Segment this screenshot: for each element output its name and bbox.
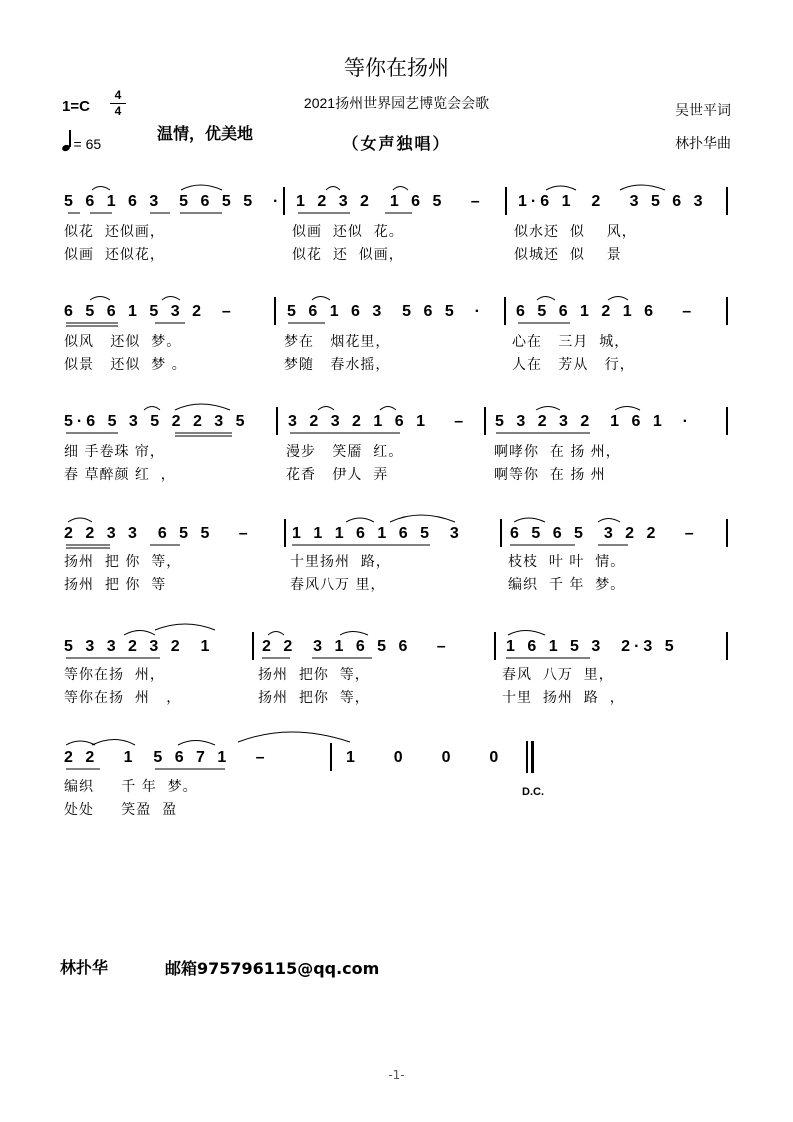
lyric-line-1: 似花 还似画， <box>64 224 165 240</box>
lyric-line-2: 人在 芳从 行， <box>512 357 635 373</box>
lyric-line-2: 春 草醉颜 红 ， <box>64 467 176 483</box>
lyric-line-2: 扬州 把你 等， <box>258 690 370 706</box>
lyric-line-2: 似城还 似 景 <box>514 247 622 263</box>
measure-notes: 2 2 3 1 6 5 6 – <box>262 638 450 655</box>
slur <box>92 187 110 191</box>
measure-notes: 1 1 1 6 1 6 5 3 <box>292 525 463 542</box>
lyric-line-1: 似风 还似 梦。 <box>64 334 182 350</box>
song-title: 等你在扬州 <box>344 56 449 80</box>
lyric-line-1: 似画 还似 花。 <box>292 224 404 240</box>
slur <box>124 631 155 636</box>
measure-notes: 1 6 1 5 3 2·3 5 <box>506 638 678 655</box>
lyric-line-2: 似景 还似 梦 。 <box>64 357 187 373</box>
slur <box>514 518 545 522</box>
measure-notes: 1 0 0 0 <box>346 749 509 766</box>
lyric-line-1: 心在 三月 城， <box>512 334 630 350</box>
slur <box>178 741 215 746</box>
slur <box>598 519 620 523</box>
slur <box>312 297 330 301</box>
song-subtitle: 2021扬州世界园艺博览会会歌 <box>303 95 490 111</box>
expression-marking: 温情，优美地 <box>157 124 254 143</box>
lyric-line-2: 似画 还似花， <box>64 247 165 263</box>
slur <box>181 185 222 190</box>
measure-notes: 2 2 3 3 6 5 5 – <box>64 525 252 542</box>
lyric-line-2: 啊等你 在 扬 州 <box>494 467 606 483</box>
measure-notes: 2 2 1 5 6 7 1 – <box>64 749 269 766</box>
da-capo-marking: D.C. <box>522 786 544 798</box>
composer-credit: 林扑华曲 <box>675 136 731 152</box>
slur <box>390 515 455 522</box>
lyric-line-1: 扬州 把你 等， <box>258 667 370 683</box>
lyric-line-1: 等你在扬 州， <box>64 667 165 683</box>
time-signature-top: 4 <box>114 88 122 102</box>
slur <box>537 297 555 301</box>
measure-notes: 5 6 1 6 3 5 6 5 5 · <box>64 193 283 210</box>
slur <box>508 631 545 636</box>
slur <box>155 624 215 630</box>
lyric-line-1: 似水还 似 风， <box>514 224 637 240</box>
measure-notes: 5·6 5 3 5 2 2 3 5 <box>64 413 249 430</box>
slur <box>346 518 374 522</box>
slur <box>380 407 396 411</box>
lyric-line-2: 春风八万 里， <box>290 577 386 593</box>
lyric-line-2: 处处 笑盈 盈 <box>64 802 178 818</box>
lyric-line-2: 梦随 春水摇， <box>284 357 391 373</box>
slur <box>238 732 350 742</box>
composer-signature: 林扑华 <box>60 958 109 977</box>
slur <box>620 185 665 190</box>
slur <box>393 187 408 191</box>
lyric-line-1: 编织 千 年 梦。 <box>64 779 198 795</box>
lyric-line-2: 编织 千 年 梦。 <box>508 577 626 593</box>
measure-notes: 5 6 1 6 3 5 6 5 · <box>287 303 484 320</box>
tempo-value: = 65 <box>73 136 102 152</box>
slur <box>318 407 334 411</box>
measure-notes: 6 5 6 1 2 1 6 – <box>516 303 696 320</box>
lyric-line-1: 扬州 把 你 等， <box>64 554 182 570</box>
slur <box>92 740 135 746</box>
slur <box>144 407 160 411</box>
key-signature: 1=C <box>62 98 90 115</box>
slur <box>608 297 628 301</box>
slur <box>546 186 576 190</box>
lyric-line-2: 花香 伊人 弄 <box>286 467 389 483</box>
voice-type: （女声独唱） <box>342 134 451 153</box>
lyric-line-1: 梦在 烟花里， <box>284 334 391 350</box>
measure-notes: 1 2 3 2 1 6 5 – <box>296 193 484 210</box>
slur <box>615 407 640 411</box>
lyric-line-2: 十里 扬州 路 ， <box>502 690 625 706</box>
slur <box>68 518 92 522</box>
contact-email: 邮箱975796115@qq.com <box>165 959 380 978</box>
lyric-line-1: 漫步 笑靥 红。 <box>286 444 404 460</box>
lyric-line-1: 春风 八万 里， <box>502 667 614 683</box>
lyric-line-2: 扬州 把 你 等 <box>64 577 167 593</box>
measure-notes: 1·6 1 2 3 5 6 3 <box>518 193 707 210</box>
slur <box>90 297 110 301</box>
time-signature-bottom: 4 <box>110 103 126 119</box>
lyric-line-1: 啊哮你 在 扬 州， <box>494 444 621 460</box>
measure-notes: 6 5 6 5 3 2 2 – <box>510 525 698 542</box>
lyric-line-1: 十里扬州 路， <box>290 554 391 570</box>
slur <box>162 297 180 301</box>
slur <box>268 632 284 636</box>
lyricist-credit: 吴世平词 <box>675 103 731 119</box>
lyric-line-1: 枝枝 叶 叶 情。 <box>508 554 626 570</box>
measure-notes: 6 5 6 1 5 3 2 – <box>64 303 235 320</box>
measure-notes: 5 3 3 2 3 2 1 <box>64 638 214 655</box>
slur <box>175 404 230 410</box>
lyric-line-1: 细 手卷珠 帘， <box>64 444 165 460</box>
measure-notes: 3 2 3 2 1 6 1 – <box>288 413 468 430</box>
page-number: -1- <box>388 1068 405 1082</box>
slur <box>536 407 560 411</box>
lyric-line-2: 似花 还 似画， <box>292 247 404 263</box>
slur <box>66 741 95 745</box>
slur <box>340 632 368 636</box>
slur <box>326 187 340 191</box>
measure-notes: 5 3 2 3 2 1 6 1 · <box>495 413 692 430</box>
lyric-line-2: 等你在扬 州 ， <box>64 690 182 706</box>
